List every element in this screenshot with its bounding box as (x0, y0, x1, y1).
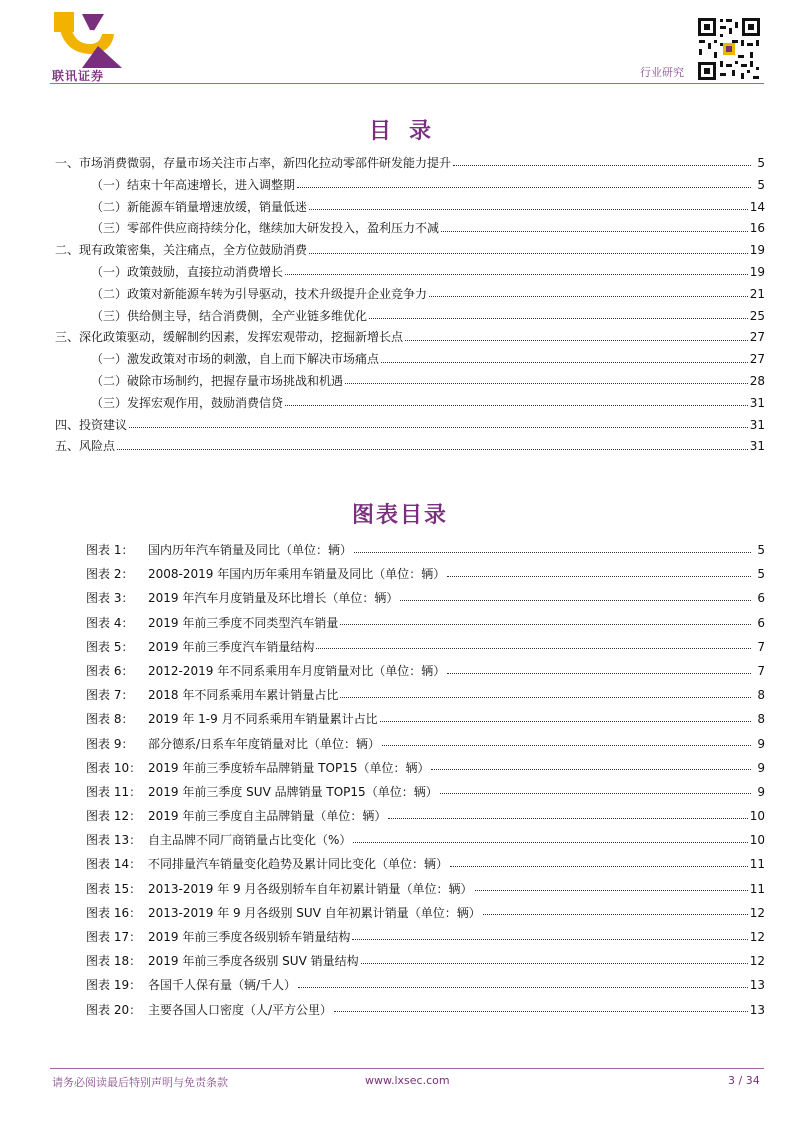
toc-leader-dots (309, 201, 748, 210)
figure-entry-number: 图表 15： (86, 881, 142, 896)
figure-entry[interactable] (86, 611, 765, 635)
footer-website-link[interactable]: www.lxsec.com (365, 1074, 450, 1087)
toc-leader-dots (453, 157, 751, 166)
toc-entry-page: 31 (749, 417, 765, 432)
toc-entry-label: 一、市场消费微弱，存量市场关注市占率，新四化拉动零部件研发能力提升 (55, 156, 452, 170)
toc-entry-label: 二、现有政策密集，关注痛点，全方位鼓励消费 (55, 243, 308, 258)
figure-entry-page: 13 (749, 1002, 765, 1017)
toc-entry[interactable] (55, 327, 765, 349)
toc-entry-label: （二）政策对新能源车转为引导驱动，技术升级提升企业竞争力 (91, 286, 428, 301)
figure-entry-number: 图表 12： (86, 809, 142, 824)
figure-entry-page: 11 (749, 881, 765, 896)
toc-entry-label: （二）新能源车销量增速放缓，销量低迷 (91, 199, 308, 214)
figure-entry[interactable] (86, 949, 765, 973)
toc-entry[interactable] (55, 284, 765, 306)
toc-entry-page: 16 (749, 221, 765, 236)
figure-entry-number: 图表 3： (86, 591, 134, 606)
toc-entry-page: 14 (749, 199, 765, 214)
figure-leader-dots (298, 979, 748, 988)
figure-entry-page: 10 (749, 833, 765, 848)
figure-entry-page: 6 (757, 615, 765, 630)
table-of-contents (55, 153, 765, 458)
figure-leader-dots (354, 544, 751, 553)
figure-entry-label: 2012-2019 年不同系乘用车月度销量对比（单位：辆） (148, 663, 446, 678)
figure-entry-label: 2013-2019 年 9 月各级别轿车自年初累计销量（单位：辆） (148, 881, 473, 896)
figure-list-title: 图表目录 (351, 503, 448, 528)
figure-entry-label: 2019 年前三季度自主品牌销量（单位：辆） (148, 809, 387, 824)
figure-entry-number: 图表 16： (86, 905, 142, 920)
toc-entry-page: 31 (749, 439, 765, 454)
toc-entry-label: （三）零部件供应商持续分化，继续加大研发投入，盈利压力不减 (91, 221, 440, 236)
figure-entry-number: 图表 18： (86, 954, 142, 969)
figure-entry-number: 图表 9： (86, 736, 134, 751)
report-type-label: 行业研究 (640, 66, 684, 79)
toc-entry-label: （一）激发政策对市场的刺激，自上而下解决市场痛点 (91, 352, 380, 367)
toc-entry-label: （三）供给侧主导，结合消费侧，全产业链多维优化 (91, 308, 368, 323)
toc-entry-page: 28 (749, 373, 765, 388)
toc-entry-label: （二）破除市场制约，把握存量市场挑战和机遇 (91, 373, 344, 388)
figure-entry-label: 自主品牌不同厂商销量占比变化（%） (148, 833, 352, 848)
figure-entry-number: 图表 6： (86, 663, 134, 678)
figure-entry-label: 2019 年前三季度轿车品牌销量 TOP15（单位：辆） (148, 760, 430, 775)
figure-entry-page: 8 (757, 688, 765, 703)
figure-entry-page: 7 (757, 663, 765, 678)
toc-entry-page: 19 (749, 243, 765, 258)
figure-entry[interactable] (86, 586, 765, 610)
toc-leader-dots (117, 441, 748, 450)
toc-leader-dots (369, 310, 748, 319)
figure-entry-page: 9 (757, 760, 765, 775)
figure-entry-number: 图表 4： (86, 615, 134, 630)
toc-entry-label: （一）结束十年高速增长，进入调整期 (91, 177, 296, 192)
toc-leader-dots (381, 354, 748, 363)
toc-entry[interactable] (55, 415, 765, 437)
toc-entry-page: 31 (749, 395, 765, 410)
figure-leader-dots (361, 955, 748, 964)
toc-entry-label: （三）发挥宏观作用，鼓励消费信贷 (91, 395, 284, 410)
figure-entry-number: 图表 1： (86, 543, 134, 557)
figure-entry[interactable] (86, 707, 765, 731)
toc-entry-page: 5 (757, 177, 765, 192)
toc-entry-label: 五、风险点 (55, 439, 116, 454)
figure-entry[interactable] (86, 562, 765, 586)
toc-entry[interactable] (55, 153, 765, 175)
page-header (0, 0, 800, 90)
qr-code-icon (696, 16, 762, 82)
figure-leader-dots (340, 616, 751, 625)
figure-entry[interactable] (86, 925, 765, 949)
toc-entry[interactable] (55, 262, 765, 284)
footer-disclaimer[interactable]: 请务必阅读最后特别声明与免责条款 (52, 1076, 228, 1089)
figure-entry-number: 图表 17： (86, 930, 142, 944)
figure-entry-page: 12 (749, 905, 765, 920)
company-logo-icon (52, 10, 126, 70)
toc-entry[interactable] (55, 175, 765, 197)
figure-entry-page: 9 (757, 736, 765, 751)
figure-entry-number: 图表 5： (86, 639, 134, 654)
figure-leader-dots (483, 906, 748, 915)
figure-leader-dots (352, 931, 747, 940)
figure-entry-page: 5 (757, 543, 765, 557)
figure-entry-label: 2019 年汽车月度销量及环比增长（单位：辆） (148, 591, 399, 606)
figure-entry-label: 2019 年前三季度 SUV 品牌销量 TOP15（单位：辆） (148, 784, 438, 799)
figure-entry-label: 2019 年前三季度各级别 SUV 销量结构 (148, 954, 359, 969)
figure-entry-label: 2019 年前三季度不同类型汽车销量 (148, 615, 339, 630)
toc-leader-dots (405, 332, 748, 341)
figure-leader-dots (400, 592, 751, 601)
toc-entry-page: 25 (749, 308, 765, 323)
figure-entry[interactable] (86, 659, 765, 683)
figure-entry[interactable] (86, 804, 765, 828)
figure-entry-page: 12 (749, 954, 765, 969)
toc-entry[interactable] (55, 436, 765, 458)
figure-list (86, 538, 765, 1022)
figure-entry[interactable] (86, 877, 765, 901)
toc-entry-page: 21 (749, 286, 765, 301)
toc-entry-label: 三、深化政策驱动，缓解制约因素，发挥宏观带动，挖掘新增长点 (55, 330, 404, 345)
figure-entry[interactable] (86, 732, 765, 756)
figure-entry-page: 9 (757, 784, 765, 799)
figure-entry-page: 6 (757, 591, 765, 606)
figure-entry[interactable] (86, 901, 765, 925)
figure-entry-page: 10 (749, 809, 765, 824)
toc-entry-page: 27 (749, 330, 765, 345)
footer-divider (50, 1068, 764, 1069)
toc-entry[interactable] (55, 197, 765, 219)
figure-entry-page: 11 (749, 857, 765, 872)
figure-entry-label: 部分德系/日系车年度销量对比（单位：辆） (148, 736, 381, 751)
figure-entry[interactable] (86, 852, 765, 876)
figure-leader-dots (475, 882, 748, 891)
figure-entry-label: 主要各国人口密度（人/平方公里） (148, 1002, 333, 1017)
figure-entry[interactable] (86, 973, 765, 997)
header-divider (50, 83, 764, 84)
figure-entry-label: 2019 年 1-9 月不同系乘用车销量累计占比 (148, 712, 378, 727)
figure-leader-dots (316, 640, 751, 649)
figure-entry-label: 2008-2019 年国内历年乘用车销量及同比（单位：辆） (148, 567, 446, 582)
figure-entry-label: 2018 年不同系乘用车累计销量占比 (148, 688, 339, 703)
figure-entry-label: 2019 年前三季度各级别轿车销量结构 (148, 930, 351, 944)
figure-leader-dots (447, 665, 751, 674)
toc-entry[interactable] (55, 218, 765, 240)
figure-entry-number: 图表 11： (86, 784, 142, 799)
figure-entry-label: 2013-2019 年 9 月各级别 SUV 自年初累计销量（单位：辆） (148, 905, 481, 920)
figure-entry-number: 图表 2： (86, 567, 134, 582)
figure-entry-page: 7 (757, 639, 765, 654)
toc-entry-label: 四、投资建议 (55, 417, 128, 432)
toc-entry[interactable] (55, 393, 765, 415)
figure-entry-page: 5 (757, 567, 765, 582)
toc-entry[interactable] (55, 371, 765, 393)
figure-entry[interactable] (86, 683, 765, 707)
toc-entry[interactable] (55, 240, 765, 262)
figure-entry[interactable] (86, 828, 765, 852)
company-logo-text: 联讯证券 (52, 69, 105, 83)
toc-leader-dots (309, 245, 748, 254)
figure-leader-dots (340, 689, 751, 698)
toc-leader-dots (129, 419, 748, 428)
figure-entry-page: 12 (749, 930, 765, 944)
toc-leader-dots (297, 179, 751, 188)
figure-entry-number: 图表 8： (86, 712, 134, 727)
figure-entry-label: 国内历年汽车销量及同比（单位：辆） (148, 543, 353, 557)
figure-leader-dots (353, 834, 747, 843)
figure-entry[interactable] (86, 998, 765, 1022)
toc-entry-page: 27 (749, 352, 765, 367)
figure-leader-dots (431, 761, 751, 770)
toc-entry-label: （一）政策鼓励，直接拉动消费增长 (91, 264, 284, 279)
figure-entry-page: 8 (757, 712, 765, 727)
figure-entry[interactable] (86, 538, 765, 562)
toc-entry[interactable] (55, 306, 765, 328)
figure-entry-number: 图表 19： (86, 978, 142, 993)
toc-entry[interactable] (55, 349, 765, 371)
toc-leader-dots (285, 266, 748, 275)
figure-leader-dots (440, 785, 751, 794)
figure-entry-number: 图表 20： (86, 1002, 142, 1017)
figure-leader-dots (388, 810, 747, 819)
figure-entry-label: 2019 年前三季度汽车销量结构 (148, 639, 315, 654)
toc-leader-dots (441, 223, 748, 232)
figure-entry-number: 图表 10： (86, 760, 142, 775)
figure-entry[interactable] (86, 780, 765, 804)
toc-entry-page: 19 (749, 264, 765, 279)
figure-entry[interactable] (86, 756, 765, 780)
figure-leader-dots (450, 858, 748, 867)
figure-leader-dots (380, 713, 751, 722)
toc-leader-dots (345, 375, 748, 384)
figure-entry-number: 图表 7： (86, 688, 134, 703)
toc-entry-page: 5 (757, 156, 765, 170)
figure-entry-number: 图表 14： (86, 857, 142, 872)
figure-leader-dots (447, 568, 751, 577)
figure-leader-dots (382, 737, 751, 746)
figure-entry-number: 图表 13： (86, 833, 142, 848)
toc-leader-dots (285, 397, 748, 406)
footer-page-indicator: 3 / 34 (728, 1074, 760, 1087)
toc-title: 目录 (368, 119, 449, 144)
toc-leader-dots (429, 288, 748, 297)
figure-entry-label: 不同排量汽车销量变化趋势及累计同比变化（单位：辆） (148, 857, 449, 872)
figure-leader-dots (334, 1003, 748, 1012)
figure-entry-label: 各国千人保有量（辆/千人） (148, 978, 297, 993)
figure-entry-page: 13 (749, 978, 765, 993)
figure-entry[interactable] (86, 635, 765, 659)
